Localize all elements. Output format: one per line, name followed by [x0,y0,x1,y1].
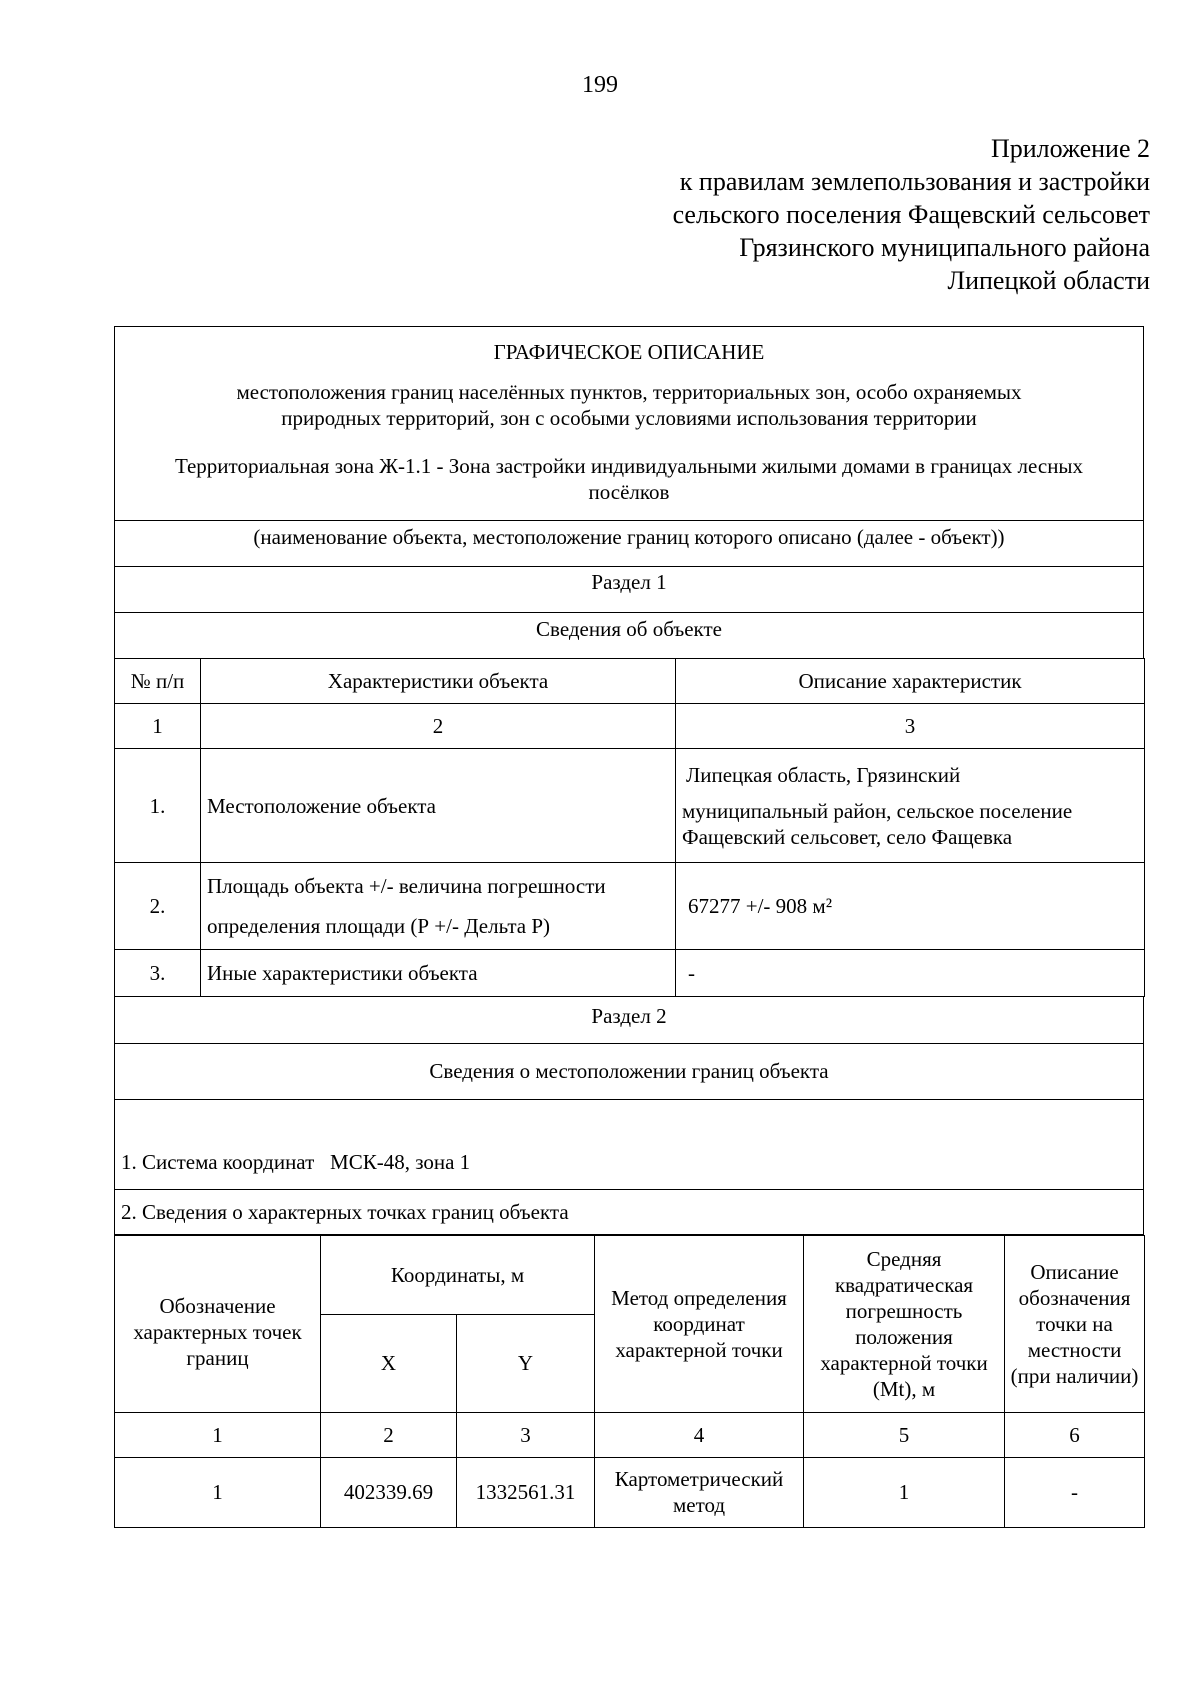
section1-subtitle: Сведения об объекте [114,612,1144,658]
col-number: 3 [676,704,1145,749]
characteristic-name: Местоположение объекта [201,749,676,863]
header-x: X [321,1314,457,1412]
point-description: - [1005,1457,1145,1527]
col-number: 6 [1005,1412,1145,1457]
col-header: № п/п [115,659,201,704]
section2-subtitle: Сведения о местоположении границ объекта [115,1043,1144,1099]
area-label-line: определения площади (Р +/- Дельта Р) [207,914,551,938]
characteristic-name [201,863,676,950]
table-row [115,950,1145,997]
col-number: 1 [115,1412,321,1457]
characteristic-value: 67277 +/- 908 м² [676,863,1145,950]
point-mt: 1 [804,1457,1005,1527]
points-caption: 2. Сведения о характерных точках границ объекта [115,1189,1144,1234]
table-header-row [115,659,1145,704]
col-header: Описание характеристик [676,659,1145,704]
table-row [115,863,1145,950]
characteristic-value [676,749,1145,863]
characteristic-name: Иные характеристики объекта [201,950,676,997]
appendix-block [673,132,1150,297]
col-number: 2 [321,1412,457,1457]
table-row [115,749,1145,863]
col-number: 4 [595,1412,804,1457]
section2-block [114,997,1144,1235]
point-y: 1332561.31 [457,1457,595,1527]
row-number: 3. [115,950,201,997]
area-label-line: Площадь объекта +/- величина погрешности [207,874,606,898]
row-number: 1. [115,749,201,863]
col-number: 3 [457,1412,595,1457]
header-method: Метод определения координат характерной точки [595,1235,804,1412]
header-description: Описание обозначения точки на местности (при наличии) [1005,1235,1145,1412]
page-number: 199 [582,72,618,98]
col-number: 1 [115,704,201,749]
location-line: муниципальный район, сельское поселение Фащевский сельсовет, село Фащевка [682,798,1073,849]
appendix-line: сельского поселения Фащевский сельсовет [672,200,1150,229]
header-error: Средняя квадратическая погрешность положения характерной точки (Mt), м [804,1235,1005,1412]
point-id: 1 [115,1457,321,1527]
point-x: 402339.69 [321,1457,457,1527]
coord-system-value: МСК-48, зона 1 [330,1149,471,1174]
graphic-description-form [114,326,1144,1528]
object-info-table [114,658,1145,997]
coordinate-system [115,1099,1144,1189]
column-number-row [115,1412,1145,1457]
header-y: Y [457,1314,595,1412]
col-header: Характеристики объекта [201,659,676,704]
point-method: Картометрический метод [595,1457,804,1527]
column-number-row [115,704,1145,749]
boundary-points-table [114,1235,1145,1528]
form-subtitle: местоположения границ населённых пунктов, территориальных зон, особо охраняемых природных территорий, зон с особыми условиями использования территории [236,380,1022,430]
section2-title: Раздел 2 [115,997,1144,1043]
appendix-line: Грязинского муниципального района [739,233,1150,262]
header-point-id: Обозначение характерных точек границ [115,1235,321,1412]
form-title: ГРАФИЧЕСКОЕ ОПИСАНИЕ [493,340,765,364]
zone-title: Территориальная зона Ж-1.1 - Зона застройки индивидуальными жилыми домами в границах лесных посёлков [174,454,1084,504]
header-coordinates: Координаты, м [321,1235,595,1314]
form-header [114,326,1144,520]
col-number: 5 [804,1412,1005,1457]
row-number: 2. [115,863,201,950]
table-row [115,1457,1145,1527]
location-line: Липецкая область, Грязинский [686,762,961,787]
appendix-line: Липецкой области [947,266,1150,295]
appendix-line: Приложение 2 [990,134,1150,163]
col-number: 2 [201,704,676,749]
section1-title: Раздел 1 [114,566,1144,612]
characteristic-value: - [676,950,1145,997]
coord-system-label: 1. Система координат [121,1149,315,1174]
object-caption: (наименование объекта, местоположение границ которого описано (далее - объект)) [114,520,1144,566]
appendix-line: к правилам землепользования и застройки [679,167,1150,196]
